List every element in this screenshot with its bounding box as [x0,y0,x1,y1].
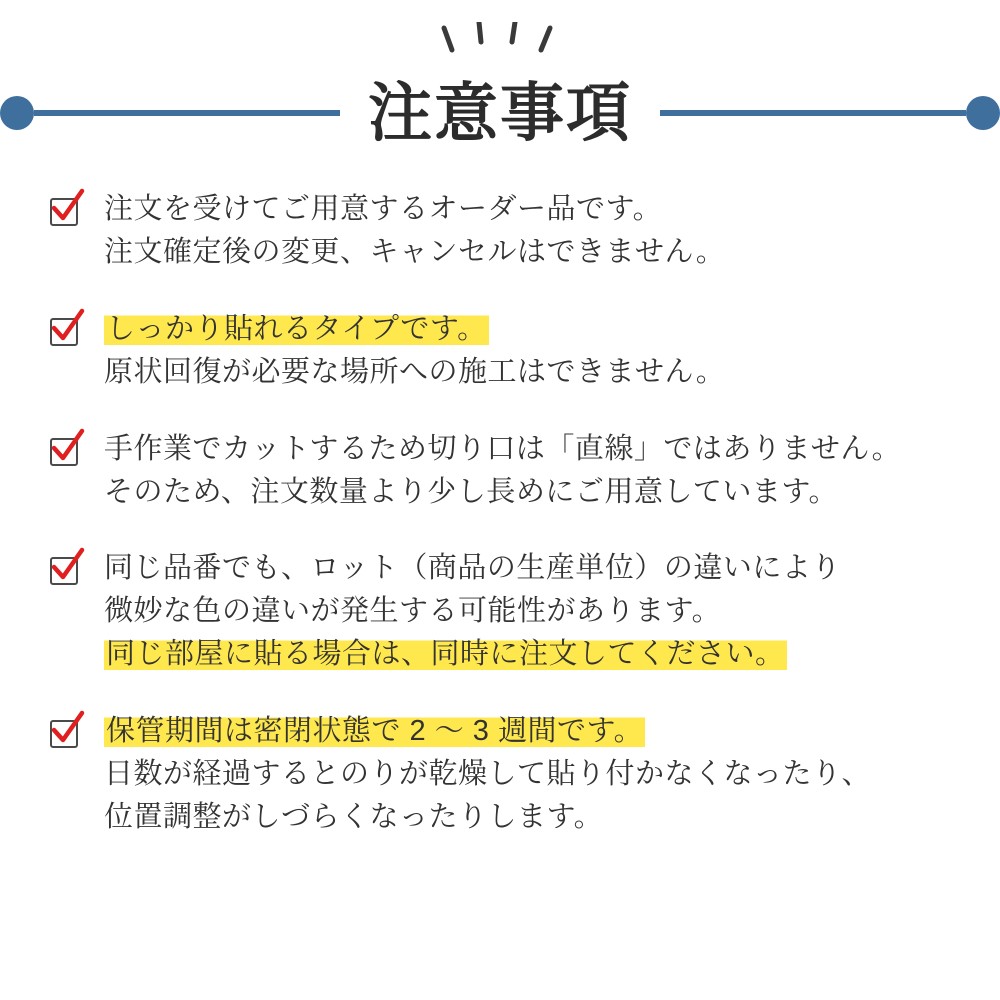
list-item-text [104,547,960,676]
rule-line-left [34,110,340,116]
page-title: 注意事項 [368,77,632,149]
list-item [48,428,960,514]
checkbox-checked-icon [48,194,82,228]
rule-dot-right [966,96,1000,130]
note-line: 手作業でカットするため切り口は「直線」ではありません。 [104,432,902,465]
title-rule-row [0,78,1000,148]
page-header [0,0,1000,170]
list-item [48,547,960,676]
list-item [48,188,960,274]
note-line-highlighted: 保管期間は密閉状態で 2 〜 3 週間です。 [106,715,644,748]
rule-dot-left [0,96,34,130]
notice-list [0,188,1000,839]
note-line: そのため、注文数量より少し長めにご用意しています。 [104,475,839,508]
checkbox-checked-icon [48,553,82,587]
note-line-highlighted: 同じ部屋に貼る場合は、同時に注文してください。 [106,638,785,671]
sparkle-burst-icon [0,22,1000,72]
note-line: 日数が経過するとのりが乾燥して貼り付かなくなったり、 [104,758,872,791]
list-item [48,710,960,839]
note-line: 原状回復が必要な場所への施工はできません。 [104,355,726,388]
checkbox-checked-icon [48,314,82,348]
list-item-text [104,428,960,514]
note-line: 同じ品番でも、ロット（商品の生産単位）の違いにより [104,552,841,585]
list-item [48,308,960,394]
list-item-text [104,710,960,839]
note-line-highlighted: しっかり貼れるタイプです。 [106,312,487,345]
checkbox-checked-icon [48,716,82,750]
checkbox-checked-icon [48,434,82,468]
note-line: 注文確定後の変更、キャンセルはできません。 [104,235,726,268]
rule-line-right [660,110,966,116]
list-item-text [104,188,960,274]
note-line: 微妙な色の違いが発生する可能性があります。 [104,595,722,628]
note-line: 注文を受けてご用意するオーダー品です。 [104,193,663,225]
list-item-text [104,308,960,394]
note-line: 位置調整がしづらくなったりします。 [104,800,604,833]
